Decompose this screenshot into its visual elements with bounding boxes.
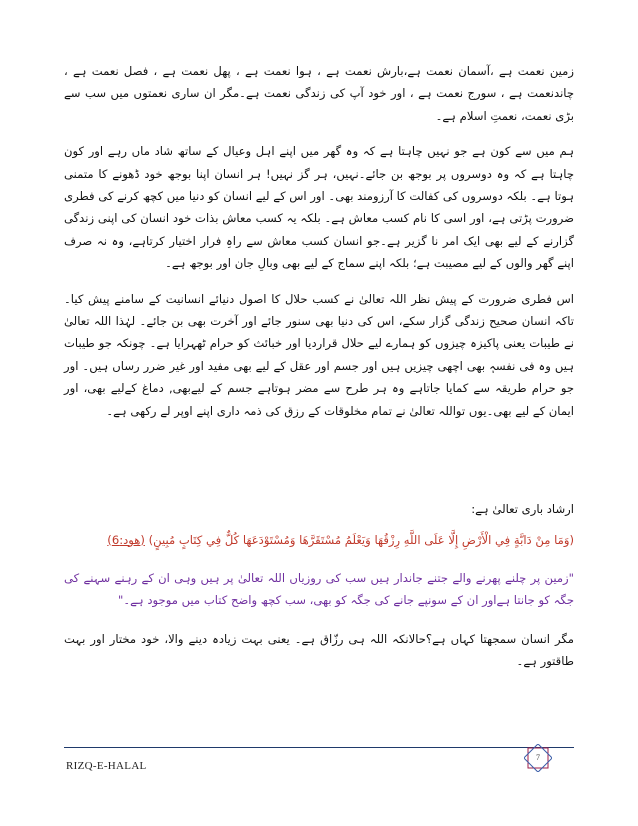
quran-verse-reference: (ھود:6) [107, 532, 145, 547]
quran-verse-text: (وَمَا مِنْ دَابَّةٍ فِي الْأَرْضِ إِلَّا عَلَى اللَّهِ رِزْقُهَا وَيَعْلَمُ مُسْتَقَرَّهَا وَمُسْتَوْدَعَهَا كُلٌّ فِي كِتَابٍ مُبِينٍ) [148, 532, 574, 547]
footer-divider [64, 747, 574, 748]
quran-verse [64, 529, 574, 551]
paragraph-livelihood: ہم میں سے کون ہے جو نہیں چاہتا ہے کہ وہ گھر میں اپنے اہل وعیال کے ساتھ شاد ماں رہے اور کون چاہتا ہے کہ وہ دوسروں پر بوجھ بن جائے۔نہیں، ہر گز نہیں! ہر انسان اپنا بوجھ خود ڈھونے کا متمنی ہوتا ہے۔ بلکہ دوسروں کی کفالت کا آرزومند بھی۔ اور اس کے لیے انسان کو دنیا میں کچھ کرنے کی فطری ضرورت پڑتی ہے، اور اسی کا نام کسب معاش ہے۔ بلکہ یہ کسب معاش بذات خود انسان کی اپنی زندگی گزارنے کے لیے بھی ایک امر نا گزیر ہے۔جو انسان کسب معاش سے راہِ فرار اختیار کرتاہے، وہ نہ صرف اپنے گھر والوں کے لیے مصیبت ہے؛ بلکہ اپنے سماج کے لیے بھی وبالِ جان اور بوجھ ہے۔ [64, 144, 574, 271]
page-number-badge [524, 744, 552, 772]
page-body [64, 60, 574, 673]
paragraph-blessings: زمین نعمت ہے ،آسمان نعمت ہے،بارش نعمت ہے ، ہوا نعمت ہے ، پھل نعمت ہے ، فصل نعمت ہے ، چاندنعمت ہے ، سورج نعمت ہے ، اور خود آپ کی زندگی نعمت ہے۔مگر ان ساری نعمتوں میں سب سے بڑی نعمت، نعمتِ اسلام ہے۔ [64, 64, 574, 123]
paragraph-halal-earning: اس فطری ضرورت کے پیش نظر اللہ تعالیٰ نے کسب حلال کا اصول دنیائے انسانیت کے سامنے پیش کیا۔ تاکہ انسان صحیح زندگی گزار سکے، اس کی دنیا بھی سنور جائے اور آخرت بھی بن جائے۔ لہٰذا اللہ تعالیٰ نے طیبات یعنی پاکیزہ چیزوں کو ہمارے لیے حلال قراردیا اور خبائث کو حرام ٹھہرایا ہے۔ چونکہ جو طیبات ہیں وہ فی نفسہٖ بھی اچھی چیزیں ہیں اور جسم اور عقل کے لیے بھی مفید اور غیر ضرر رساں ہیں۔ اور جو حرام طریقہ سے کمایا جاتاہے وہ ہر طرح سے مضر ہوتاہے جسم کے لیےبھی, دماغ کےلیے بھی، اور ایمان کے لیے بھی۔یوں تواللہ تعالیٰ نے تمام مخلوقات کے رزق کی ذمہ داری اپنے اوپر لے رکھی ہے۔ [64, 291, 574, 418]
page-number: 7 [536, 753, 540, 762]
verse-translation: "زمین پر چلنے پھرنے والے جتنے جاندار ہیں سب کی روزیاں اللہ تعالیٰ پر ہیں وہی ان کے رہنے سہنے کی جگہ کو جانتا ہےاور ان کے سونپے جانے کی جگہ کو بھی، سب کچھ واضح کتاب میں موجود ہے۔" [64, 570, 574, 608]
quote-heading: ارشاد باری تعالیٰ ہے: [471, 502, 574, 517]
paragraph-closing: مگر انسان سمجھتا کہاں ہے؟حالانکہ اللہ ہی رزّاق ہے۔ یعنی بہت زیادہ دینے والا، خود مختار اور بہت طاقتور ہے۔ [64, 631, 574, 669]
footer-title: RIZQ-E-HALAL [66, 760, 147, 772]
